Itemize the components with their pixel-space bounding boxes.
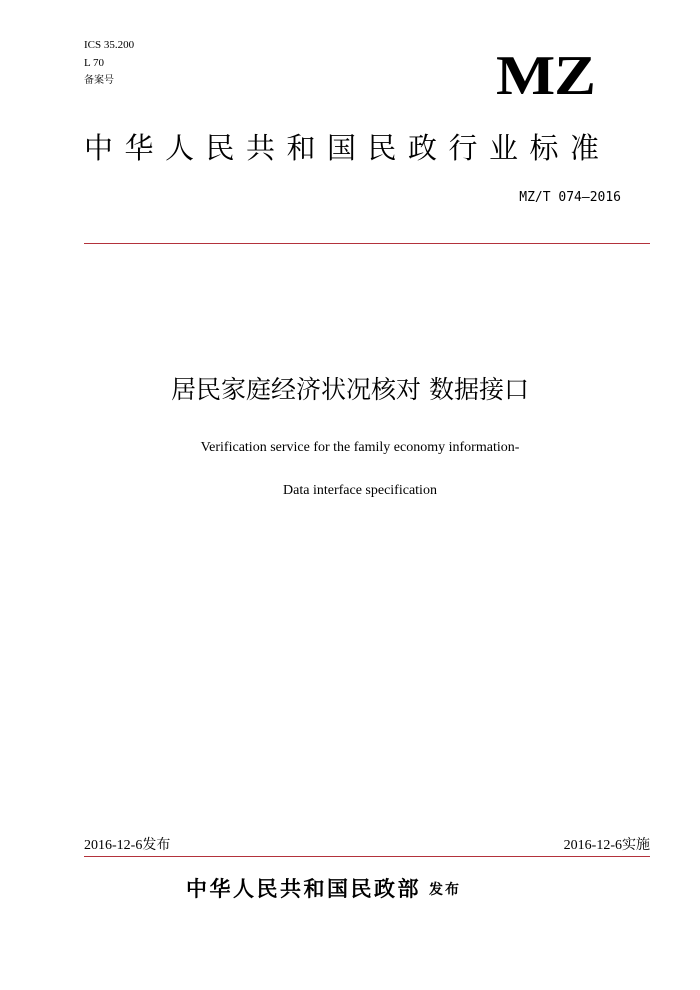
implementation-date-label: 实施 <box>622 837 650 853</box>
publisher-action: 发布 <box>429 882 461 898</box>
english-title-line-1: Verification service for the family economy information- <box>200 440 520 455</box>
classification-code: L 70 <box>84 57 105 69</box>
document-title: 居民家庭经济状况核对 数据接口 <box>171 375 529 404</box>
standard-category-title: 中华人民共和国民政行业标准 <box>84 131 611 165</box>
issue-date-label: 发布 <box>142 837 171 853</box>
mz-logo: MZ <box>496 45 595 107</box>
header-divider <box>84 243 650 244</box>
issue-date-value: 2016-12-6 <box>84 838 143 853</box>
publisher-name: 中华人民共和国民政部 <box>186 877 421 901</box>
document-metadata <box>84 36 134 90</box>
filing-number-label: 备案号 <box>84 75 114 86</box>
standard-code: MZ/T 074—2016 <box>519 190 621 205</box>
footer-divider <box>84 856 650 857</box>
english-title-line-2: Data interface specification <box>283 483 437 498</box>
implementation-date-value: 2016-12-6 <box>563 838 622 853</box>
ics-code: ICS 35.200 <box>84 39 135 51</box>
issue-date <box>84 835 170 856</box>
publisher <box>186 874 461 904</box>
implementation-date <box>564 835 650 856</box>
